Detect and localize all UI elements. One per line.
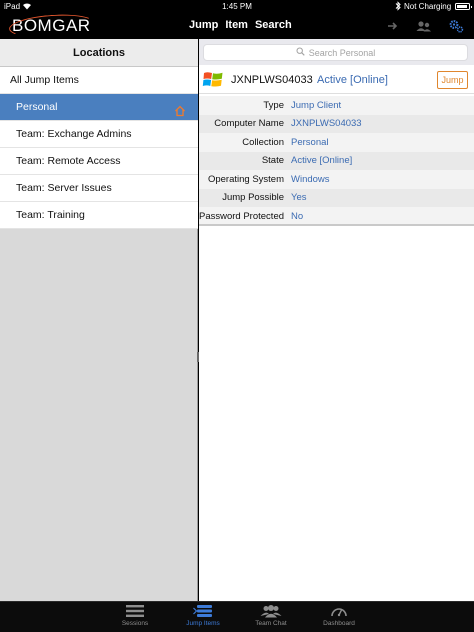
detail-label: Jump Possible [222, 192, 284, 204]
bluetooth-icon [395, 1, 401, 13]
location-label: Team: Server Issues [16, 182, 112, 194]
search-placeholder: Search Personal [308, 47, 376, 58]
tab-sessions[interactable] [105, 604, 165, 627]
search-icon [296, 47, 309, 58]
jump-button[interactable]: Jump [437, 71, 468, 89]
locations-panel [0, 39, 198, 601]
jump-items-icon [173, 604, 233, 618]
item-detail-panel [199, 39, 474, 601]
tab-team-chat[interactable] [241, 604, 301, 627]
detail-label: State [261, 155, 284, 167]
detail-label: Operating System [207, 173, 284, 185]
tab-bar [0, 601, 474, 632]
dashboard-icon [309, 604, 369, 618]
arrow-right-icon[interactable] [386, 19, 400, 33]
team-chat-icon [241, 604, 301, 618]
detail-row-operating-system [199, 170, 474, 189]
detail-row-collection [199, 133, 474, 152]
detail-row-jump-possible [199, 189, 474, 208]
tab-label: Dashboard [323, 620, 355, 627]
search-input[interactable] [203, 44, 468, 61]
detail-value: Active [Online] [291, 155, 353, 167]
jump-item-header[interactable] [199, 67, 474, 94]
detail-value: Yes [291, 192, 307, 204]
bomgar-logo [12, 15, 91, 37]
charging-status: Not Charging [404, 2, 452, 11]
nav-tab-search[interactable]: Search [254, 19, 292, 31]
nav-bar [0, 13, 474, 39]
detail-label: Type [263, 99, 284, 111]
tab-jump-items[interactable] [173, 604, 233, 627]
home-icon [174, 101, 186, 113]
jump-item-status: Active [Online] [317, 74, 388, 86]
location-label: Personal [16, 101, 58, 113]
location-label: All Jump Items [10, 74, 79, 86]
users-icon[interactable] [416, 19, 432, 33]
detail-value: Windows [291, 173, 330, 185]
location-label: Team: Training [16, 209, 85, 221]
detail-value: Personal [291, 136, 329, 148]
locations-title: Locations [0, 39, 198, 67]
details-divider [199, 224, 474, 226]
list-icon [105, 604, 165, 618]
tab-dashboard[interactable] [309, 604, 369, 627]
windows-logo-icon [202, 69, 224, 91]
location-label: Team: Exchange Admins [16, 128, 132, 140]
detail-value: No [291, 210, 304, 222]
location-item-server-issues[interactable] [0, 175, 198, 202]
detail-label: Password Protected [199, 210, 285, 222]
location-item-training[interactable] [0, 202, 198, 229]
nav-tab-item[interactable]: Item [225, 19, 248, 31]
search-bar [199, 39, 474, 65]
locations-list [0, 67, 198, 229]
detail-row-password-protected [199, 207, 474, 226]
detail-value: JXNPLWS04033 [291, 118, 362, 130]
battery-icon [455, 3, 470, 10]
tab-label: Team Chat [255, 620, 287, 627]
logo-text: BOMGAR [12, 16, 91, 35]
location-item-all-jump-items[interactable] [0, 67, 198, 94]
status-bar [0, 0, 474, 13]
detail-row-type [199, 96, 474, 115]
nav-tab-jump[interactable]: Jump [189, 19, 219, 31]
jump-item-details [199, 96, 474, 226]
detail-label: Collection [242, 136, 284, 148]
nav-title-tabs [189, 19, 292, 31]
location-label: Team: Remote Access [16, 155, 121, 167]
location-item-exchange-admins[interactable] [0, 121, 198, 148]
detail-label: Computer Name [214, 118, 284, 130]
settings-gears-icon[interactable] [448, 19, 464, 33]
detail-row-computer-name [199, 115, 474, 134]
tab-label: Jump Items [186, 620, 220, 627]
location-item-personal[interactable] [0, 94, 198, 121]
device-label: iPad [4, 2, 21, 11]
location-item-remote-access[interactable] [0, 148, 198, 175]
detail-value: Jump Client [291, 99, 342, 111]
detail-row-state [199, 152, 474, 171]
status-time: 1:45 PM [222, 2, 252, 11]
tab-label: Sessions [121, 620, 149, 627]
jump-item-name: JXNPLWS04033 [231, 74, 313, 86]
